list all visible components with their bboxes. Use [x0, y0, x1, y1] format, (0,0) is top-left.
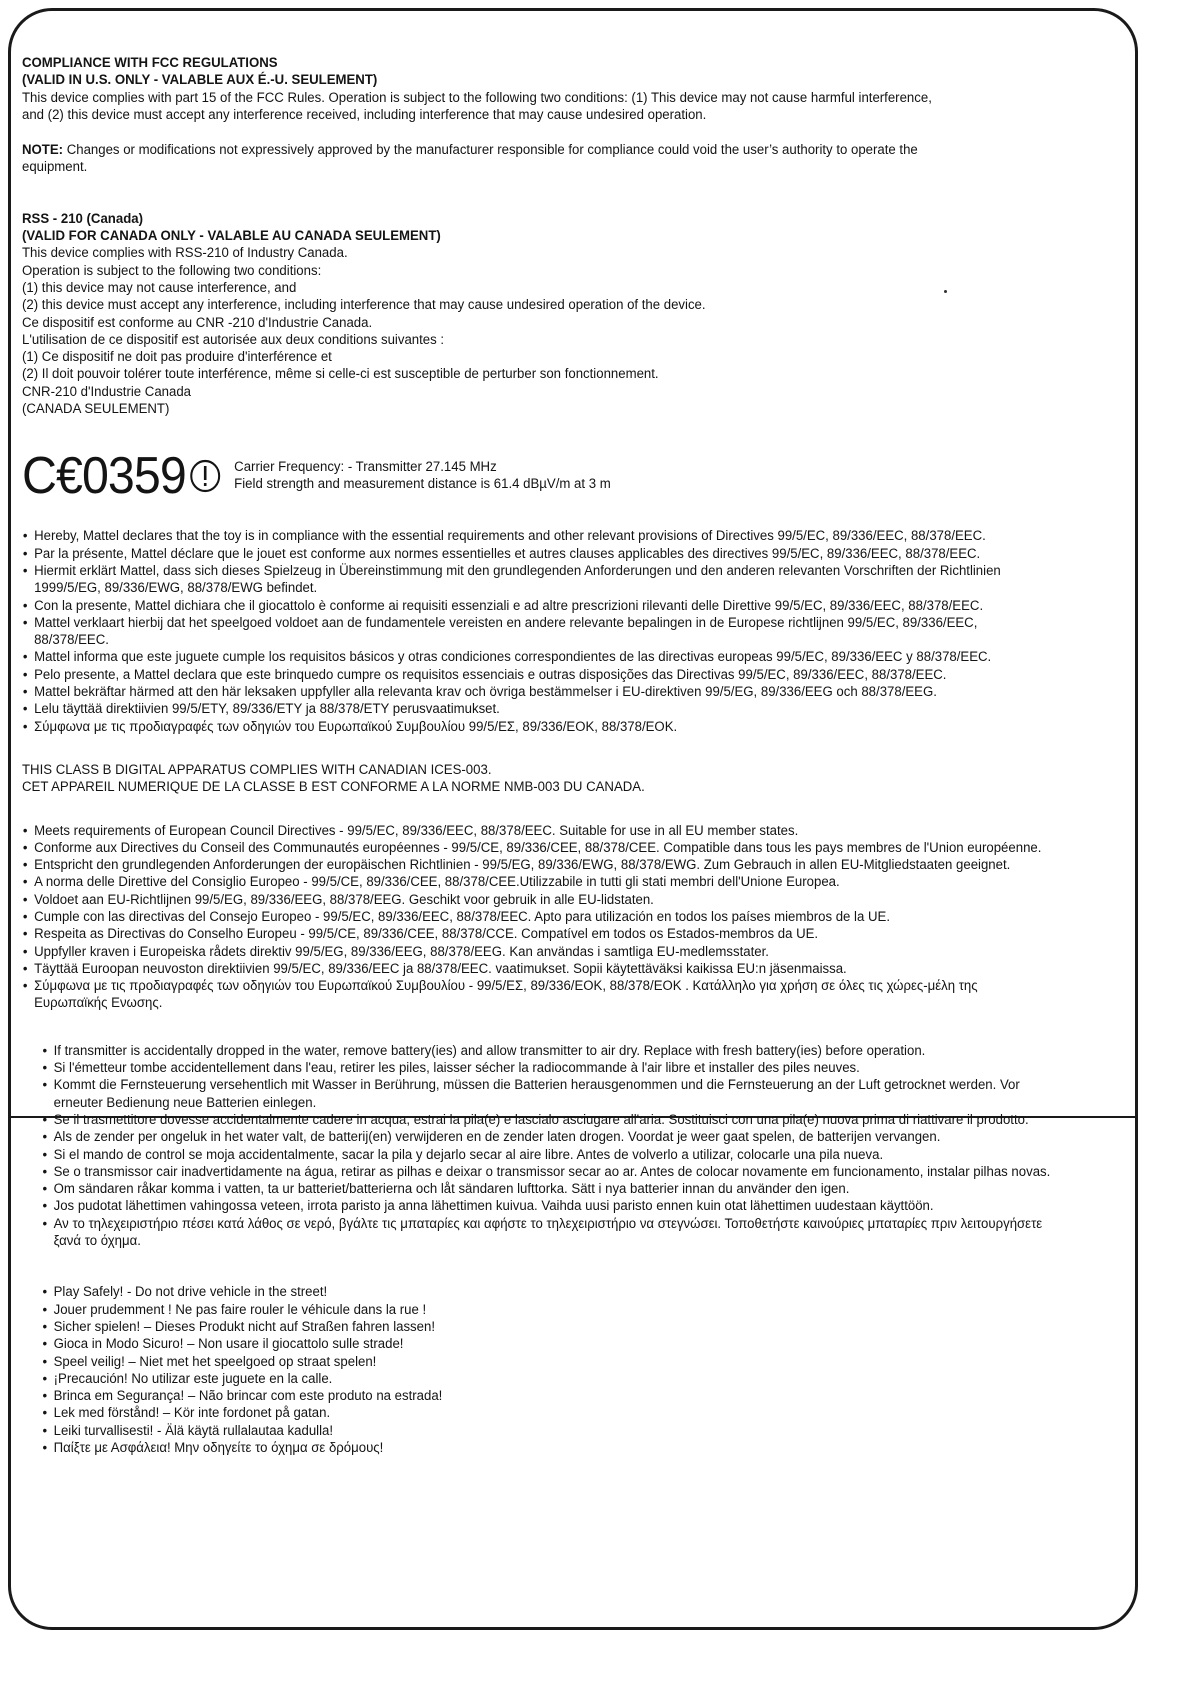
requirements-list — [22, 823, 1052, 1013]
carrier-frequency: Carrier Frequency: - Transmitter 27.145 MHz — [234, 459, 497, 476]
ices-section — [22, 762, 1052, 797]
list-item: • Als de zender per ongeluk in het water valt, de batterij(en) verwijderen en de zender laten drogen. Voordat je weer gaat spelen, de batterijen vervangen. — [42, 1129, 1053, 1146]
ce-marking — [22, 447, 1052, 506]
list-item: • Conforme aux Directives du Conseil des Communautés européennes - 99/5/CE, 89/336/CEE, 88/378/CEE. Compatible dans tous les pays membres de l'Union européenne. — [22, 840, 1052, 857]
document-content — [22, 55, 1052, 1457]
list-item: • Brinca em Segurança! – Não brincar com este produto na estrada! — [42, 1388, 1053, 1405]
list-item: • Om sändaren råkar komma i vatten, ta ur batteriet/batterierna och låt sändaren lufttorka. Sätt i nya batterier innan du använder den igen. — [42, 1181, 1053, 1198]
list-item: • Si el mando de control se moja accidentalmente, sacar la pila y dejarlo secar al aire libre. Antes de volverlo a utilizar, colocarle una pila nueva. — [42, 1147, 1053, 1164]
list-item: • A norma delle Direttive del Consiglio Europeo - 99/5/CE, 89/336/CEE, 88/378/CEE.Utilizzabile in tutti gli stati membri dell'Unione Europea. — [22, 874, 1052, 891]
list-item: • Cumple con las directivas del Consejo Europeo - 99/5/EC, 89/336/EEC, 88/378/EEC. Apto para utilización en todos los países miembros de la UE. — [22, 909, 1052, 926]
list-item: • Gioca in Modo Sicuro! – Non usare il giocattolo sulle strade! — [42, 1336, 1053, 1353]
list-item: • Respeita as Directivas do Conselho Europeu - 99/5/CE, 89/336/CEE, 88/378/CCE. Compatível em todos os Estados-membros da UE. — [22, 926, 1052, 943]
list-item: • Hereby, Mattel declares that the toy is in compliance with the essential requirements and other relevant provisions of Directives 99/5/EC, 89/336/EEC, 88/378/EEC. — [22, 528, 1052, 545]
list-item: • Σύμφωνα με τις προδιαγραφές των οδηγιών του Ευρωπαϊκού Συμβουλίου 99/5/ΕΣ, 89/336/ΕΟΚ, 88/378/ΕΟΚ. — [22, 719, 1052, 736]
ce-logo: C€0359 — [22, 447, 186, 506]
fcc-title: COMPLIANCE WITH FCC REGULATIONS — [22, 55, 278, 71]
safety-list — [22, 1284, 1052, 1457]
list-item: • Παίξτε με Ασφάλεια! Μην οδηγείτε το όχημα σε δρόμους! — [42, 1440, 1053, 1457]
list-item: • Meets requirements of European Council Directives - 99/5/EC, 89/336/EEC, 88/378/EEC. Suitable for use in all EU member states. — [22, 823, 1052, 840]
list-item: • Con la presente, Mattel dichiara che il giocattolo è conforme ai requisiti essenziali e ad altre prescrizioni rilevanti delle Direttive 99/5/EC, 89/336/EEC, 88/378/EEC. — [22, 598, 1052, 615]
fcc-line-1: This device complies with part 15 of the FCC Rules. Operation is subject to the following two conditions: (1) This device may not cause harmful interference, — [22, 89, 932, 106]
rss-line: (1) Ce dispositif ne doit pas produire d'interférence et — [22, 349, 332, 366]
list-item: • Sicher spielen! – Dieses Produkt nicht auf Straßen fahren lassen! — [42, 1319, 1053, 1336]
list-item: • Speel veilig! – Niet met het speelgoed op straat spelen! — [42, 1354, 1053, 1371]
list-item: • Kommt die Fernsteuerung versehentlich mit Wasser in Berührung, müssen die Batterien herausgenommen und die Fernsteuerung an der Luft getrocknet werden. Vor erneuter Bedienung neue Batterien einlegen. — [42, 1077, 1053, 1112]
fcc-line-2: and (2) this device must accept any interference received, including interference that may cause undesired operation. — [22, 106, 707, 123]
field-strength: Field strength and measurement distance is 61.4 dBµV/m at 3 m — [234, 476, 611, 493]
rss-line: This device complies with RSS-210 of Industry Canada. — [22, 245, 348, 262]
water-warnings-list — [22, 1043, 1052, 1251]
rss-title: RSS - 210 (Canada) — [22, 210, 143, 227]
rss-line: L'utilisation de ce dispositif est autorisée aux deux conditions suivantes : — [22, 331, 445, 348]
rss-line: (2) this device must accept any interference, including interference that may cause undesired operation of the device. — [22, 297, 706, 314]
ices-line-1: THIS CLASS B DIGITAL APPARATUS COMPLIES WITH CANADIAN ICES-003. — [22, 761, 492, 778]
ce-info — [234, 459, 611, 493]
list-item: • Se o transmissor cair inadvertidamente na água, retirar as pilhas e deixar o transmissor secar ao ar. Antes de colocar novamente em funcionamento, instalar pilhas novas. — [42, 1164, 1053, 1181]
list-item: • Par la présente, Mattel déclare que le jouet est conforme aux normes essentielles et autres clauses applicables des directives 99/5/EC, 89/336/EEC, 88/378/EEC. — [22, 546, 1052, 563]
fcc-note — [22, 142, 1052, 159]
list-item: • ¡Precaución! No utilizar este juguete en la calle. — [42, 1371, 1053, 1388]
list-item: • Täyttää Euroopan neuvoston direktiivien 99/5/EC, 89/336/EEC ja 88/378/EEC. vaatimukset. Sopii käytettäväksi kaikissa EU:n jäsenmaissa. — [22, 961, 1052, 978]
rss-line: CNR-210 d'Industrie Canada — [22, 383, 192, 400]
list-item: • Lelu täyttää direktiivien 99/5/ETY, 89/336/ETY ja 88/378/ETY perusvaatimukset. — [22, 701, 1052, 718]
rss-line: Operation is subject to the following two conditions: — [22, 262, 322, 279]
list-item: • Jos pudotat lähettimen vahingossa veteen, irrota paristo ja anna lähettimen kuivua. Vaihda uusi paristo ennen kuin otat lähettimen uudestaan käyttöön. — [42, 1198, 1053, 1215]
list-item: • Σύμφωνα με τις προδιαγραφές των οδηγιών του Ευρωπαϊκού Συμβουλίου - 99/5/ΕΣ, 89/336/ΕΟΚ, 88/378/ΕΟΚ . Κατάλληλο για χρήση σε όλες τις χώρες-μέλη της Ευρωπαϊκής Ενωσης. — [22, 978, 1052, 1013]
alert-class2-icon — [190, 459, 222, 493]
fcc-note-text-2: equipment. — [22, 159, 88, 176]
list-item: • Si l'émetteur tombe accidentellement dans l'eau, retirer les piles, laisser sécher la radiocommande à l'air libre et installer des piles neuves. — [42, 1060, 1053, 1077]
rss-subtitle: (VALID FOR CANADA ONLY - VALABLE AU CANADA SEULEMENT) — [22, 228, 441, 245]
rss-line: (2) Il doit pouvoir tolérer toute interférence, même si celle-ci est susceptible de perturber son fonctionnement. — [22, 366, 659, 383]
list-item: • Uppfyller kraven i Europeiska rådets direktiv 99/5/EG, 89/336/EEG, 88/378/EEG. Kan användas i samtliga EU-medlemsstater. — [22, 944, 1052, 961]
rss-section — [22, 211, 1052, 419]
ices-line-2: CET APPAREIL NUMERIQUE DE LA CLASSE B EST CONFORME A LA NORME NMB-003 DU CANADA. — [22, 779, 645, 796]
list-item: • Mattel informa que este juguete cumple los requisitos básicos y otras condiciones correspondientes de las directivas europeas 99/5/EC, 89/336/EEC y 88/378/EEC. — [22, 649, 1052, 666]
rss-line: (CANADA SEULEMENT) — [22, 401, 170, 418]
list-item: • Entspricht den grundlegenden Anforderungen der europäischen Richtlinien - 99/5/EG, 89/336/EWG, 88/378/EWG. Zum Gebrauch in allen EU-Mitgliedstaaten geeignet. — [22, 857, 1052, 874]
fcc-subtitle: (VALID IN U.S. ONLY - VALABLE AUX É.-U. SEULEMENT) — [22, 72, 378, 89]
fcc-section — [22, 55, 1052, 177]
list-item: • Mattel verklaart hierbij dat het speelgoed voldoet aan de fundamentele vereisten en andere relevante bepalingen in de Europese richtlijnen 99/5/EC, 89/336/EEC, 88/378/EEC. — [22, 615, 1052, 650]
rss-line: Ce dispositif est conforme au CNR -210 d'Industrie Canada. — [22, 314, 373, 331]
fcc-note-text: Changes or modifications not expressively approved by the manufacturer responsible for compliance could void the user’s authority to operate the — [63, 142, 918, 159]
declarations-list — [22, 528, 1052, 736]
list-item: • Αν το τηλεχειριστήριο πέσει κατά λάθος σε νερό, βγάλτε τις μπαταρίες και αφήστε το τηλεχειριστήριο να στεγνώσει. Τοποθετήστε καινούριες μπαταρίες πριν λειτουργήσετε ξανά το όχημα. — [42, 1216, 1053, 1251]
rss-line: (1) this device may not cause interference, and — [22, 279, 297, 296]
list-item: • Hiermit erklärt Mattel, dass sich dieses Spielzeug in Übereinstimmung mit den grundlegenden Anforderungen und den anderen relevanten Vorschriften der Richtlinien 1999/5/EG, 89/336/EWG, 88/378/EWG befindet. — [22, 563, 1052, 598]
list-item: • Lek med förstånd! – Kör inte fordonet på gatan. — [42, 1405, 1053, 1422]
list-item: • Jouer prudemment ! Ne pas faire rouler le véhicule dans la rue ! — [42, 1302, 1053, 1319]
list-item: • If transmitter is accidentally dropped in the water, remove battery(ies) and allow transmitter to air dry. Replace with fresh battery(ies) before operation. — [42, 1043, 1053, 1060]
list-item: • Voldoet aan EU-Richtlijnen 99/5/EG, 89/336/EEG, 88/378/EEG. Geschikt voor gebruik in alle EU-lidstaten. — [22, 892, 1052, 909]
list-item: • Mattel bekräftar härmed att den här leksaken uppfyller alla relevanta krav och övriga bestämmelser i EU-direktiven 99/5/EG, 89/336/EEG och 88/378/EEG. — [22, 684, 1052, 701]
fcc-note-label: NOTE: — [22, 142, 64, 159]
list-item: • Play Safely! - Do not drive vehicle in the street! — [42, 1284, 1053, 1301]
list-item: • Leiki turvallisesti! - Älä käytä rullalautaa kadulla! — [42, 1423, 1053, 1440]
list-item: • Se il trasmettitore dovesse accidentalmente cadere in acqua, estrai la pila(e) e lascialo asciugare all'aria. Sostituisci con una pila(e) nuova prima di riattivare il prodotto. — [42, 1112, 1053, 1129]
list-item: • Pelo presente, a Mattel declara que este brinquedo cumpre os requisitos essenciais e outras disposições das Directivas 99/5/EC, 89/336/EEC, 88/378/EEC. — [22, 667, 1052, 684]
